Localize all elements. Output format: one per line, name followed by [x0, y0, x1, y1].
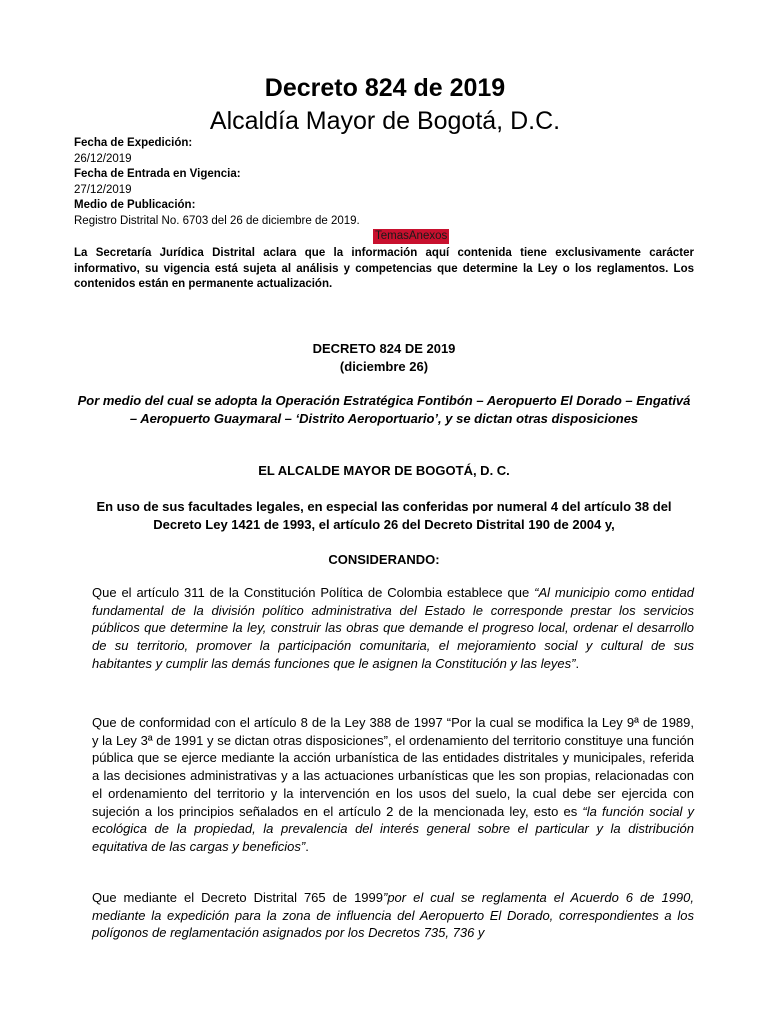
effective-date-value: 27/12/2019 — [74, 183, 132, 196]
paragraph-law-388 — [92, 714, 694, 856]
publication-label: Medio de Publicación: — [74, 199, 196, 211]
page-title: Decreto 824 de 2019 — [264, 74, 506, 102]
decree-powers: En uso de sus facultades legales, en especial las conferidas por numeral 4 del artículo 38 del Decreto Ley 1421 de 1993, el artículo 26 del Decreto Distrital 190 de 2004 y, — [96, 499, 672, 532]
publication-value: Registro Distrital No. 6703 del 26 de diciembre de 2019. — [74, 214, 360, 227]
issue-date-label: Fecha de Expedición: — [74, 137, 193, 149]
issue-date-value: 26/12/2019 — [74, 152, 132, 165]
decree-heading — [74, 340, 694, 376]
effective-date-label: Fecha de Entrada en Vigencia: — [74, 168, 241, 180]
decree-purpose: Por medio del cual se adopta la Operación Estratégica Fontibón – Aeropuerto El Dorado – Engativá – Aeropuerto Guaymaral – ‘Distrito Aeroportuario’, y se dictan otras disposiciones — [77, 393, 691, 426]
decree-number: DECRETO 824 DE 2019 — [312, 341, 456, 356]
paragraph-quote: “Al municipio como entidad fundamental de la división político administrativa del Estado le corresponde prestar los servicios públicos que determine la ley, construir las obras que demande el progreso local, ordenar el desarrollo de su territorio, promover la participación comunitaria, el mejoramiento social y cultural de sus habitantes y cumplir las demás funciones que le asignen la Constitución y las leyes” — [92, 585, 694, 671]
decree-authority: EL ALCALDE MAYOR DE BOGOTÁ, D. C. — [258, 463, 510, 478]
considering-heading: CONSIDERANDO: — [328, 552, 440, 567]
metadata-block — [74, 136, 694, 229]
paragraph-article-311 — [92, 584, 694, 673]
paragraph-end: . — [575, 655, 580, 671]
tags-bar — [373, 229, 449, 244]
disclaimer: La Secretaría Jurídica Distrital aclara que la información aquí contenida tiene exclusivamente carácter informativo, su vigencia está sujeta al análisis y competencias que determine la Ley o los reglamentos. Los contenidos están en permanente actualización. — [74, 247, 694, 290]
decree-date: (diciembre 26) — [339, 359, 429, 374]
paragraph-quote: “la función social y ecológica de la propiedad, la prevalencia del interés general sobre el particular y la distribución equitativa de las cargas y beneficios” — [92, 803, 694, 854]
paragraph-text: Que de conformidad con el artículo 8 de la Ley 388 de 1997 “Por la cual se modifica la Ley 9ª de 1989, y la Ley 3ª de 1991 y se dictan otras disposiciones”, el ordenamiento del territorio constituye una función pública que se ejerce mediante la acción urbanística de las entidades distritales y municipales, referida a las decisiones administrativas y a las actuaciones urbanísticas que les son propias, relacionadas con el ordenamiento del territorio y la intervención en los usos del suelo, la cual debe ser ejercida con sujeción a los principios señalados en el artículo 2 de la mencionada ley, esto es — [92, 715, 694, 819]
anexos-link[interactable]: Anexos — [408, 230, 448, 242]
page-subtitle: Alcaldía Mayor de Bogotá, D.C. — [209, 107, 561, 135]
paragraph-text: Que mediante el Decreto Distrital 765 de 1999 — [92, 890, 383, 905]
paragraph-quote: ”por el cual se reglamenta el Acuerdo 6 de 1990, mediante la expedición para la zona de influencia del Aeropuerto El Dorado, correspondientes a los polígonos de reglamentación asignados por los Decretos 735, 736 y — [92, 890, 694, 941]
paragraph-end: . — [305, 838, 309, 854]
temas-link[interactable]: Temas — [375, 230, 409, 242]
paragraph-text: Que el artículo 311 de la Constitución Política de Colombia establece que — [92, 585, 535, 600]
paragraph-decree-765 — [92, 889, 694, 942]
